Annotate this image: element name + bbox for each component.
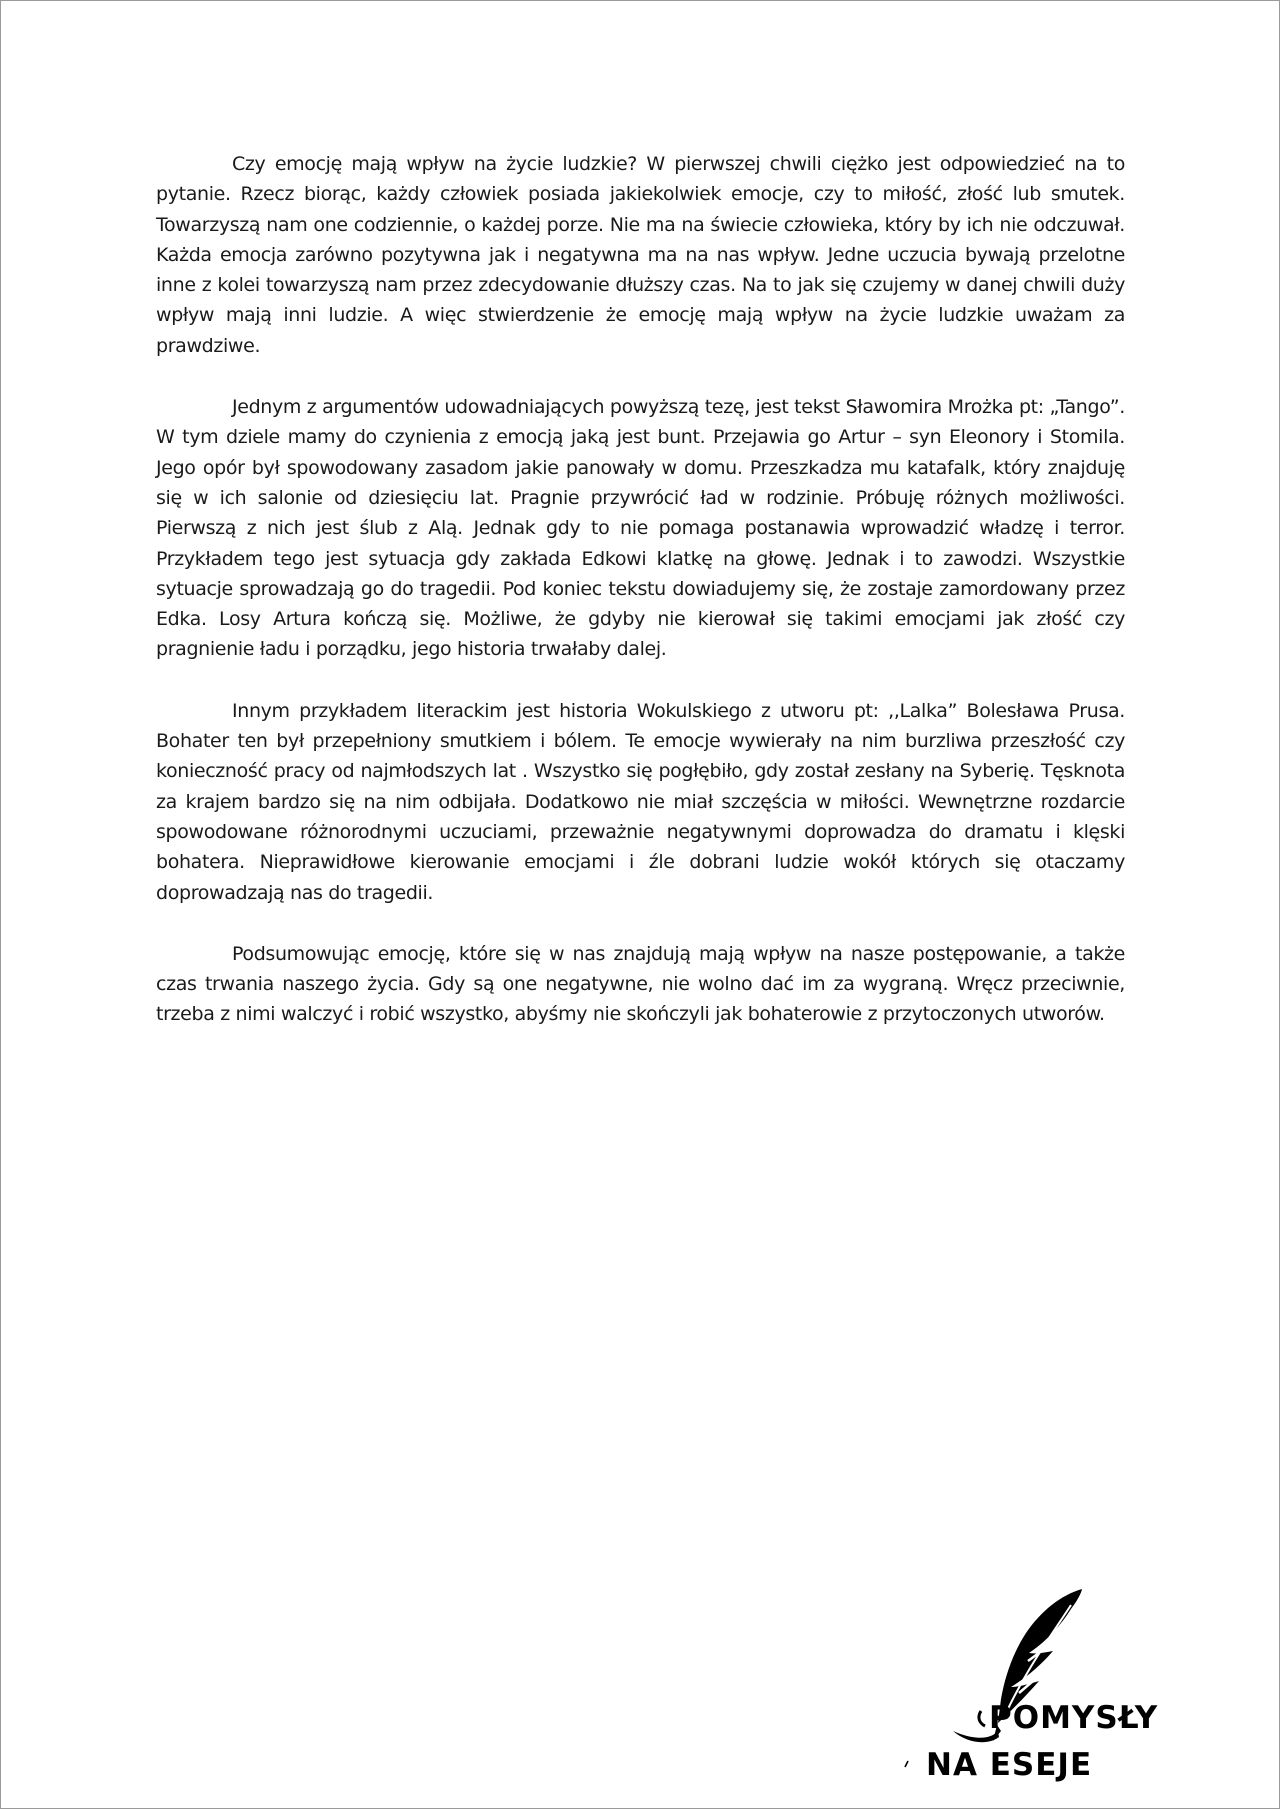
paragraph-conclusion: Podsumowując emocję, które się w nas znajdują mają wpływ na nasze postępowanie, a także czas trwania naszego życia. Gdy są one negatywne, nie wolno dać im za wygraną. Wręcz przeciwnie, trzeba z nimi walczyć i robić wszystko, abyśmy nie skończyli jak bohaterowie z przytoczonych utworów. bbox=[156, 942, 1125, 1026]
essay-body bbox=[156, 149, 1125, 1061]
logo-title-line1: POMYSŁY bbox=[989, 1700, 1159, 1736]
paragraph-intro: Czy emocję mają wpływ na życie ludzkie? W pierwszej chwili ciężko jest odpowiedzieć na to pytanie. Rzecz biorąc, każdy człowiek posiada jakiekolwiek emocje, czy to miłość, złość lub smutek. Towarzyszą nam one codziennie, o każdej porze. Nie ma na świecie człowieka, który by ich nie odczuwał. Każda emocja zarówno pozytywna jak i negatywna ma na nas wpływ. Jedne uczucia bywają przelotne inne z kolei towarzyszą nam przez zdecydowanie dłuższy czas. Na to jak się czujemy w danej chwili duży wpływ mają inni ludzie. A więc stwierdzenie że emocję mają wpływ na życie ludzkie uważam za prawdziwe. bbox=[156, 153, 1125, 357]
paragraph-tango: Jednym z argumentów udowadniających powyższą tezę, jest tekst Sławomira Mrożka pt: „Tango”. W tym dziele mamy do czynienia z emocją jaką jest bunt. Przejawia go Artur – syn Eleonory i Stomila. Jego opór był spowodowany zasadom jakie panowały w domu. Przeszkadza mu katafalk, który znajduję się w ich salonie od dziesięciu lat. Pragnie przywrócić ład w rodzinie. Próbuję różnych możliwości. Pierwszą z nich jest ślub z Alą. Jednak gdy to nie pomaga postanawia wprowadzić władzę i terror. Przykładem tego jest sytuacja gdy zakłada Edkowi klatkę na głowę. Jednak i to zawodzi. Wszystkie sytuacje sprowadzają go do tragedii. Pod koniec tekstu dowiadujemy się, że zostaje zamordowany przez Edka. Losy Artura kończą się. Możliwe, że gdyby nie kierował się takimi emocjami jak złość czy pragnienie ładu i porządku, jego historia trwałaby dalej. bbox=[156, 396, 1125, 661]
brand-logo bbox=[901, 1581, 1161, 1801]
logo-title-line2: NA ESEJE bbox=[926, 1747, 1093, 1783]
paragraph-lalka: Innym przykładem literackim jest historia Wokulskiego z utworu pt: ,,Lalka” Bolesława Prusa. Bohater ten był przepełniony smutkiem i bólem. Te emocje wywierały na nim burzliwa przeszłość czy konieczność pracy od najmłodszych lat . Wszystko się pogłębiło, gdy został zesłany na Syberię. Tęsknota za krajem bardzo się na nim odbijała. Dodatkowo nie miał szczęścia w miłości. Wewnętrzne rozdarcie spowodowane różnorodnymi uczuciami, przeważnie negatywnymi doprowadza do dramatu i klęski bohatera. Nieprawidłowe kierowanie emocjami i źle dobrani ludzie wokół których się otaczamy doprowadzają nas do tragedii. bbox=[156, 699, 1125, 904]
